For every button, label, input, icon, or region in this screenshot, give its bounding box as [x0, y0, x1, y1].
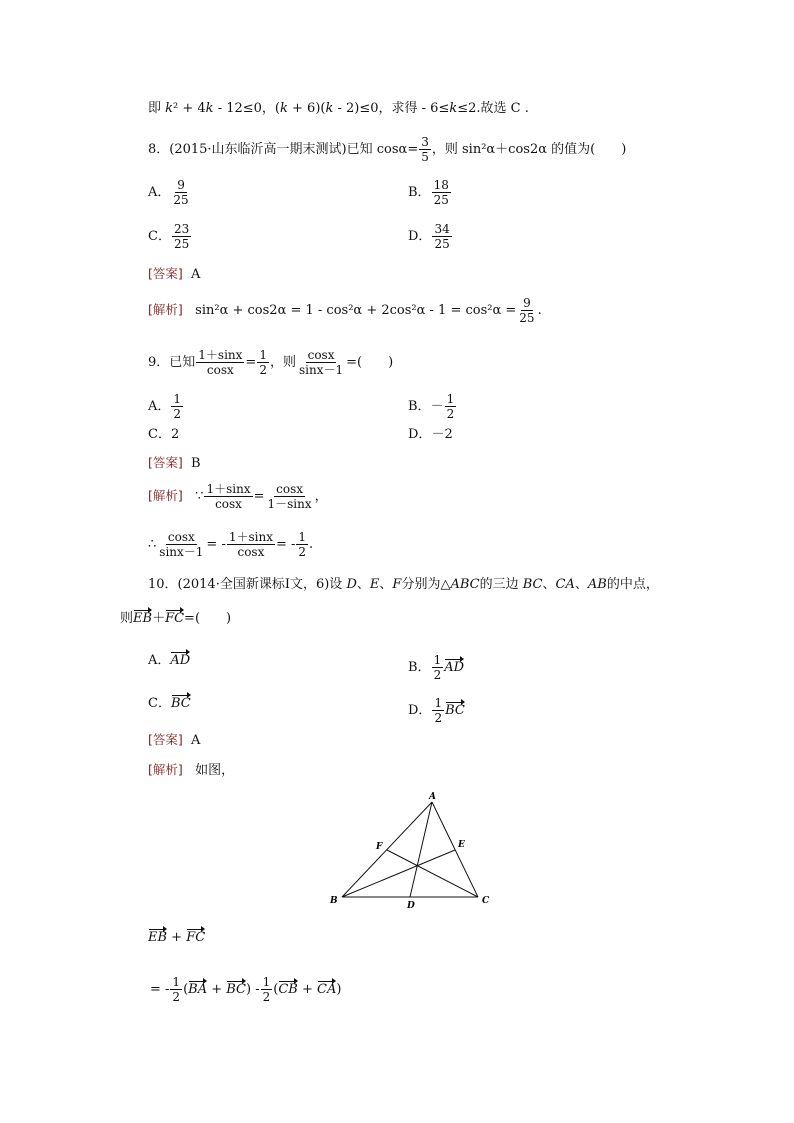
var-k: k: [325, 101, 334, 116]
text: －: [430, 399, 444, 414]
label-c: C: [482, 896, 490, 906]
median-ad: [410, 802, 432, 897]
numerator: cosx: [307, 348, 335, 362]
q8-option-b: [408, 178, 452, 207]
vector: CB: [278, 982, 298, 997]
fraction: [257, 348, 269, 377]
vector: BC: [226, 982, 247, 997]
therefore-symbol: ∴: [148, 537, 157, 552]
fraction: [432, 178, 451, 207]
text: 10．(2014·全国新课标Ⅰ文，6)设: [148, 577, 347, 592]
answer-value: A: [191, 267, 201, 282]
numerator: cosx: [167, 530, 195, 544]
fraction: [432, 653, 444, 682]
label-a: A: [429, 792, 436, 802]
numerator: 1: [298, 530, 307, 544]
numerator: 9: [523, 296, 531, 310]
side-ab: [342, 802, 432, 897]
denominator: 25: [434, 237, 450, 251]
option-text: －2: [431, 427, 453, 442]
text: (: [183, 982, 189, 997]
denominator: 2: [434, 711, 443, 725]
text: ，则: [269, 355, 296, 370]
text: = -: [150, 982, 170, 997]
q9-option-c: [148, 427, 179, 443]
vector: FC: [165, 611, 185, 626]
q9-analysis-line1: [148, 482, 328, 511]
var-k: k: [205, 101, 214, 116]
answer-tag: [答案]: [148, 732, 183, 747]
label-e: E: [458, 840, 465, 850]
text: =: [245, 355, 257, 370]
fraction: [157, 530, 205, 559]
text: +: [167, 930, 187, 945]
q10-option-c: [148, 696, 191, 712]
numerator: 1: [433, 653, 442, 667]
text: + 6)(: [287, 101, 326, 116]
option-label: A．: [148, 653, 171, 668]
denominator: 2: [433, 668, 442, 682]
median-cf: [387, 850, 478, 897]
q8-analysis: [148, 296, 542, 325]
answer-value: B: [191, 456, 201, 471]
numerator: 3: [421, 135, 429, 149]
text: +: [297, 982, 318, 997]
text: ² + 4: [173, 101, 206, 116]
text: 则: [120, 611, 134, 626]
q10-answer: [148, 732, 200, 749]
label-d: D: [407, 901, 415, 910]
option-label: D．: [408, 229, 432, 244]
analysis-tag: [解析]: [148, 302, 183, 317]
option-label: C．: [148, 229, 171, 244]
q8-option-d: [408, 222, 453, 251]
denominator: 2: [172, 990, 181, 1004]
option-label: D．: [408, 703, 432, 718]
text: 8．(2015·山东临沂高一期末测试)已知 cosα=: [148, 142, 419, 157]
fraction: [170, 975, 182, 1004]
top-line: [148, 101, 529, 117]
text: 、: [356, 577, 370, 592]
text: 即: [148, 101, 166, 116]
denominator: 2: [173, 407, 182, 421]
numerator: 1: [173, 392, 182, 406]
q10-solution-line1: [148, 930, 205, 946]
option-label: B．: [408, 185, 431, 200]
q9-answer: [148, 455, 201, 472]
analysis-text: sin²α + cos2α = 1 - cos²α + 2cos²α - 1 = cos²α =: [195, 303, 517, 318]
numerator: 1: [434, 696, 443, 710]
option-label: B．: [408, 660, 431, 675]
q8-option-c: [148, 222, 192, 251]
q9-stem: [148, 348, 393, 377]
fraction: [445, 392, 457, 421]
denominator: 2: [262, 990, 271, 1004]
q10-stem-line1: [148, 577, 659, 593]
analysis-text: 如图，: [195, 763, 235, 778]
denominator: sinx－1: [298, 363, 344, 377]
text: +: [207, 982, 227, 997]
vector: BC: [445, 703, 465, 718]
fraction: [227, 530, 275, 559]
text: 的中点，: [606, 577, 659, 592]
var: ABC: [450, 577, 480, 592]
analysis-tag: [解析]: [148, 762, 183, 777]
fraction: [204, 482, 252, 511]
triangle-figure: [325, 790, 495, 910]
denominator: 5: [421, 150, 429, 164]
option-label: B．: [408, 399, 431, 414]
analysis-tag: [解析]: [148, 488, 183, 503]
option-label: C．: [148, 427, 171, 442]
var: CA: [555, 577, 575, 592]
fraction: [517, 296, 536, 325]
text: 9．已知: [148, 355, 196, 370]
because-symbol: ∵: [195, 489, 204, 504]
var-k: k: [449, 101, 458, 116]
vector: AD: [444, 660, 465, 675]
fraction: [172, 222, 191, 251]
text: 、: [379, 577, 393, 592]
fraction: [296, 530, 308, 559]
numerator: 34: [434, 222, 450, 236]
var: BC: [522, 577, 543, 592]
text: ) -: [246, 982, 260, 997]
denominator: 25: [433, 193, 449, 207]
var: D: [346, 577, 357, 592]
numerator: 1: [259, 348, 267, 362]
q8-answer: [148, 266, 200, 283]
var-k: k: [165, 101, 174, 116]
denominator: 25: [519, 311, 535, 325]
var: E: [369, 577, 380, 592]
var: F: [392, 577, 402, 592]
answer-value: A: [191, 733, 201, 748]
option-label: C．: [148, 696, 171, 711]
option-label: D．: [408, 427, 432, 442]
answer-tag: [答案]: [148, 266, 183, 281]
denominator: cosx: [215, 497, 242, 511]
median-be: [342, 850, 455, 897]
q10-option-a: [148, 653, 190, 669]
denominator: 25: [173, 193, 189, 207]
denominator: sinx－1: [159, 545, 204, 559]
q9-analysis-line2: [148, 530, 313, 559]
text: =: [253, 489, 265, 504]
option-label: A．: [148, 399, 171, 414]
numerator: 1＋sinx: [228, 530, 273, 544]
side-ca: [432, 802, 478, 897]
text: = -: [275, 537, 296, 552]
vector: BA: [188, 982, 208, 997]
label-b: B: [330, 896, 338, 906]
text: ≤2.故选 C .: [457, 101, 529, 116]
denominator: 2: [259, 363, 267, 377]
text: =( ): [184, 611, 232, 626]
text: ，则 sin²α＋cos2α 的值为( ): [431, 142, 627, 157]
fraction: [266, 482, 314, 511]
label-f: F: [376, 842, 383, 852]
numerator: 23: [173, 222, 190, 236]
q10-solution-line2: [150, 975, 341, 1004]
denominator: 1－sinx: [267, 497, 312, 511]
numerator: 1: [172, 975, 181, 989]
text: .: [537, 303, 542, 318]
var-k: k: [280, 101, 288, 116]
option-text: 2: [170, 427, 180, 442]
text: ，: [314, 489, 328, 504]
text: 分别为△: [401, 577, 451, 592]
fraction: [171, 178, 190, 207]
vector: BC: [170, 696, 191, 711]
vector: AD: [170, 653, 191, 668]
text: .: [309, 537, 314, 552]
denominator: 25: [173, 237, 190, 251]
q9-option-b: [408, 392, 457, 421]
text: 、: [542, 577, 556, 592]
denominator: 2: [298, 545, 307, 559]
numerator: 1: [446, 392, 455, 406]
numerator: 1＋sinx: [206, 482, 251, 496]
text: - 2)≤0，求得 - 6≤: [333, 101, 450, 116]
option-label: A．: [148, 185, 171, 200]
numerator: 9: [177, 178, 185, 192]
q8-stem: [148, 135, 626, 164]
vector: CA: [317, 982, 337, 997]
fraction: [171, 392, 183, 421]
q10-option-b: [408, 653, 464, 682]
denominator: 2: [446, 407, 455, 421]
fraction: [261, 975, 273, 1004]
q9-option-a: [148, 392, 184, 421]
text: = -: [206, 537, 226, 552]
denominator: cosx: [206, 363, 234, 377]
text: ): [336, 982, 342, 997]
fraction: [432, 696, 444, 725]
var: AB: [587, 577, 607, 592]
numerator: cosx: [276, 482, 303, 496]
vector: FC: [186, 930, 206, 945]
q9-option-d: [408, 427, 453, 443]
text: - 12≤0，(: [213, 101, 280, 116]
fraction: [432, 222, 451, 251]
vector: EB: [133, 611, 153, 626]
vector: EB: [148, 930, 168, 945]
numerator: 18: [433, 178, 449, 192]
q10-analysis: [148, 762, 234, 779]
fraction: [196, 348, 244, 377]
denominator: cosx: [237, 545, 265, 559]
text: ＋: [152, 611, 166, 626]
text: 、: [574, 577, 588, 592]
q8-option-a: [148, 178, 192, 207]
q10-stem-line2: [120, 611, 231, 627]
numerator: 1: [262, 975, 271, 989]
text: =( ): [346, 355, 394, 370]
fraction: [297, 348, 345, 377]
text: (: [273, 982, 279, 997]
numerator: 1＋sinx: [198, 348, 243, 362]
answer-tag: [答案]: [148, 455, 183, 470]
q10-option-d: [408, 696, 465, 725]
fraction: [419, 135, 431, 164]
text: 的三边: [479, 577, 523, 592]
